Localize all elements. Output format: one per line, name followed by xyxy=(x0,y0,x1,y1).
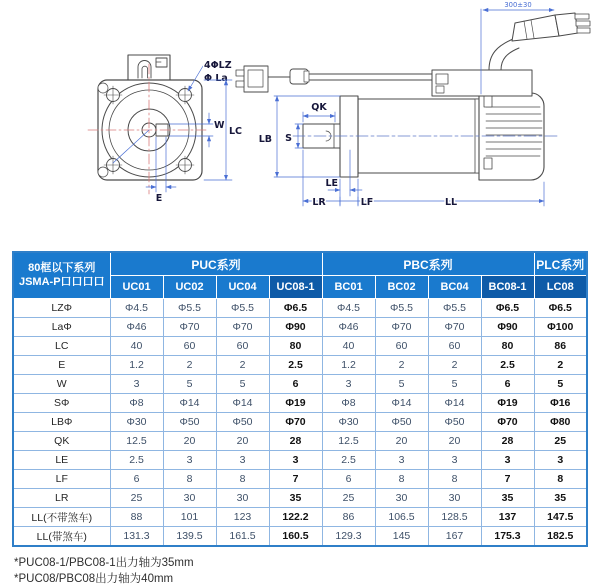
spec-cell: Φ5.5 xyxy=(375,299,428,318)
spec-cell: Φ5.5 xyxy=(216,299,269,318)
spec-cell: 40 xyxy=(322,337,375,356)
spec-cell: 30 xyxy=(163,489,216,508)
spec-cell: 86 xyxy=(322,508,375,527)
spec-cell: 7 xyxy=(269,470,322,489)
spec-cell: Φ50 xyxy=(428,413,481,432)
spec-cell: Φ19 xyxy=(481,394,534,413)
row-label: W xyxy=(13,375,110,394)
spec-cell: 2 xyxy=(428,356,481,375)
spec-cell: 80 xyxy=(481,337,534,356)
front-bolt-circle-dim-label: Φ La xyxy=(204,73,228,84)
spec-cell: 12.5 xyxy=(110,432,163,451)
spec-cell: 5 xyxy=(428,375,481,394)
spec-cell: Φ8 xyxy=(322,394,375,413)
spec-cell: 8 xyxy=(428,470,481,489)
spec-cell: 161.5 xyxy=(216,527,269,547)
spec-cell: Φ30 xyxy=(110,413,163,432)
row-label: LC xyxy=(13,337,110,356)
row-label: LF xyxy=(13,470,110,489)
spec-row xyxy=(13,299,587,318)
corner-header-line2: JSMA-P口口口口 xyxy=(18,275,105,288)
corner-header xyxy=(13,252,110,299)
spec-cell: 6 xyxy=(269,375,322,394)
footnote-2: *PUC08/PBC08出力轴为40mm xyxy=(14,572,174,585)
spec-cell: 8 xyxy=(216,470,269,489)
spec-cell: 6 xyxy=(322,470,375,489)
spec-cell: 101 xyxy=(163,508,216,527)
spec-cell: 88 xyxy=(110,508,163,527)
row-label: LL(不带煞车) xyxy=(13,508,110,527)
spec-cell: 139.5 xyxy=(163,527,216,547)
row-label: E xyxy=(13,356,110,375)
side-shaft-dim-label: S xyxy=(285,133,292,144)
spec-cell: 35 xyxy=(269,489,322,508)
spec-cell: Φ6.5 xyxy=(481,299,534,318)
spec-cell: 35 xyxy=(481,489,534,508)
spec-cell: 86 xyxy=(534,337,587,356)
spec-cell: Φ14 xyxy=(428,394,481,413)
front-key-offset-label: E xyxy=(155,193,163,204)
spec-cell: 2.5 xyxy=(322,451,375,470)
spec-cell: 137 xyxy=(481,508,534,527)
spec-cell: Φ14 xyxy=(216,394,269,413)
spec-cell: 2 xyxy=(375,356,428,375)
spec-row xyxy=(13,337,587,356)
spec-row xyxy=(13,470,587,489)
spec-cell: 7 xyxy=(481,470,534,489)
spec-cell: 2.5 xyxy=(110,451,163,470)
row-label: LR xyxy=(13,489,110,508)
spec-cell: Φ100 xyxy=(534,318,587,337)
spec-cell: 160.5 xyxy=(269,527,322,547)
spec-cell: 8 xyxy=(163,470,216,489)
spec-cell: Φ50 xyxy=(216,413,269,432)
series-header-plc: PLC系列 xyxy=(534,252,587,276)
spec-cell: 30 xyxy=(428,489,481,508)
motor-side-view xyxy=(236,1,590,208)
front-flange-size-label: LC xyxy=(229,126,243,137)
spec-cell: 5 xyxy=(534,375,587,394)
row-label: LZΦ xyxy=(13,299,110,318)
spec-cell: 8 xyxy=(534,470,587,489)
model-header: UC04 xyxy=(216,276,269,299)
side-key-length-label: QK xyxy=(311,102,327,113)
model-header: BC02 xyxy=(375,276,428,299)
spec-cell: 2.5 xyxy=(481,356,534,375)
row-label: SΦ xyxy=(13,394,110,413)
row-label: LL(带煞车) xyxy=(13,527,110,547)
spec-cell: Φ70 xyxy=(163,318,216,337)
spec-cell: Φ5.5 xyxy=(428,299,481,318)
row-label: LE xyxy=(13,451,110,470)
spec-row xyxy=(13,356,587,375)
front-key-width-label: W xyxy=(214,120,225,131)
model-header: LC08 xyxy=(534,276,587,299)
spec-cell: Φ80 xyxy=(534,413,587,432)
spec-cell: 60 xyxy=(375,337,428,356)
row-label: LBΦ xyxy=(13,413,110,432)
spec-cell: 25 xyxy=(322,489,375,508)
spec-cell: 80 xyxy=(269,337,322,356)
spec-cell: 3 xyxy=(428,451,481,470)
dimension-drawings xyxy=(0,0,600,245)
spec-cell: 129.3 xyxy=(322,527,375,547)
footnotes xyxy=(14,556,600,587)
spec-row xyxy=(13,508,587,527)
spec-cell: 20 xyxy=(375,432,428,451)
spec-cell: 60 xyxy=(428,337,481,356)
spec-cell: Φ8 xyxy=(110,394,163,413)
spec-row xyxy=(13,432,587,451)
spec-cell: 131.3 xyxy=(110,527,163,547)
footnote-1: *PUC08-1/PBC08-1出力轴为35mm xyxy=(14,557,194,569)
spec-cell: Φ90 xyxy=(269,318,322,337)
spec-cell: 8 xyxy=(375,470,428,489)
side-ll-dim-label: LL xyxy=(444,197,458,208)
model-header: BC01 xyxy=(322,276,375,299)
spec-row xyxy=(13,527,587,547)
group-header-row xyxy=(13,252,587,276)
spec-cell: 60 xyxy=(163,337,216,356)
spec-cell: 1.2 xyxy=(322,356,375,375)
spec-cell: 3 xyxy=(269,451,322,470)
spec-cell: Φ14 xyxy=(163,394,216,413)
spec-cell: Φ6.5 xyxy=(534,299,587,318)
spec-cell: 3 xyxy=(110,375,163,394)
spec-row xyxy=(13,489,587,508)
spec-cell: 28 xyxy=(481,432,534,451)
spec-cell: 40 xyxy=(110,337,163,356)
spec-cell: 60 xyxy=(216,337,269,356)
spec-cell: Φ70 xyxy=(269,413,322,432)
flange-plate xyxy=(340,96,358,177)
spec-cell: 3 xyxy=(163,451,216,470)
model-header: UC01 xyxy=(110,276,163,299)
model-header: UC02 xyxy=(163,276,216,299)
spec-cell: Φ6.5 xyxy=(269,299,322,318)
spec-cell: 20 xyxy=(428,432,481,451)
spec-row xyxy=(13,394,587,413)
spec-cell: 5 xyxy=(216,375,269,394)
spec-cell: 3 xyxy=(322,375,375,394)
spec-cell: 182.5 xyxy=(534,527,587,547)
spec-cell: 106.5 xyxy=(375,508,428,527)
model-header: BC04 xyxy=(428,276,481,299)
spec-cell: 128.5 xyxy=(428,508,481,527)
front-bolt-dim-label: 4ΦLZ xyxy=(204,60,232,71)
spec-row xyxy=(13,318,587,337)
spec-table-body xyxy=(13,299,587,547)
spec-cell: 12.5 xyxy=(322,432,375,451)
spec-cell: Φ4.5 xyxy=(322,299,375,318)
spec-cell: Φ46 xyxy=(322,318,375,337)
spec-cell: 167 xyxy=(428,527,481,547)
junction-box xyxy=(432,70,532,96)
spec-row xyxy=(13,413,587,432)
motor-body xyxy=(358,99,478,173)
spec-cell: 2 xyxy=(216,356,269,375)
model-header: BC08-1 xyxy=(481,276,534,299)
side-pilot-dim-label: LB xyxy=(258,134,272,145)
spec-cell: 3 xyxy=(481,451,534,470)
spec-cell: Φ19 xyxy=(269,394,322,413)
cable-length-dim-label: 300±30 xyxy=(504,1,532,9)
spec-cell: 20 xyxy=(216,432,269,451)
side-lf-dim-label: LF xyxy=(360,197,374,208)
spec-cell: Φ4.5 xyxy=(110,299,163,318)
spec-cell: 6 xyxy=(110,470,163,489)
spec-cell: 147.5 xyxy=(534,508,587,527)
row-label: QK xyxy=(13,432,110,451)
spec-cell: Φ70 xyxy=(375,318,428,337)
spec-cell: Φ46 xyxy=(110,318,163,337)
series-header-pbc: PBC系列 xyxy=(322,252,534,276)
power-cable-icon xyxy=(489,13,590,70)
spec-cell: 2.5 xyxy=(269,356,322,375)
spec-cell: 5 xyxy=(163,375,216,394)
spec-cell: 28 xyxy=(269,432,322,451)
spec-cell: Φ50 xyxy=(163,413,216,432)
spec-cell: 175.3 xyxy=(481,527,534,547)
spec-table xyxy=(12,251,588,547)
spec-cell: 145 xyxy=(375,527,428,547)
spec-cell: Φ70 xyxy=(481,413,534,432)
spec-cell: 3 xyxy=(534,451,587,470)
rear-housing xyxy=(479,93,544,180)
side-le-dim-label: LE xyxy=(325,178,338,189)
spec-row xyxy=(13,375,587,394)
spec-cell: 20 xyxy=(163,432,216,451)
side-lr-dim-label: LR xyxy=(312,197,326,208)
spec-cell: 35 xyxy=(534,489,587,508)
spec-cell: 2 xyxy=(163,356,216,375)
spec-cell: Φ50 xyxy=(375,413,428,432)
spec-cell: 25 xyxy=(534,432,587,451)
model-header: UC08-1 xyxy=(269,276,322,299)
spec-cell: Φ5.5 xyxy=(163,299,216,318)
spec-cell: 30 xyxy=(216,489,269,508)
spec-cell: Φ70 xyxy=(428,318,481,337)
spec-cell: Φ30 xyxy=(322,413,375,432)
spec-cell: 5 xyxy=(375,375,428,394)
spec-cell: 122.2 xyxy=(269,508,322,527)
spec-cell: Φ16 xyxy=(534,394,587,413)
spec-cell: 3 xyxy=(216,451,269,470)
spec-row xyxy=(13,451,587,470)
spec-cell: Φ90 xyxy=(481,318,534,337)
spec-cell: 6 xyxy=(481,375,534,394)
spec-cell: 1.2 xyxy=(110,356,163,375)
spec-cell: Φ70 xyxy=(216,318,269,337)
spec-cell: 123 xyxy=(216,508,269,527)
encoder-cable-icon xyxy=(236,66,432,92)
spec-cell: 3 xyxy=(375,451,428,470)
spec-cell: 25 xyxy=(110,489,163,508)
series-header-puc: PUC系列 xyxy=(110,252,322,276)
spec-cell: 2 xyxy=(534,356,587,375)
spec-cell: 30 xyxy=(375,489,428,508)
motor-front-view xyxy=(88,55,242,204)
corner-header-line1: 80框以下系列 xyxy=(28,261,96,274)
spec-cell: Φ14 xyxy=(375,394,428,413)
row-label: LaΦ xyxy=(13,318,110,337)
